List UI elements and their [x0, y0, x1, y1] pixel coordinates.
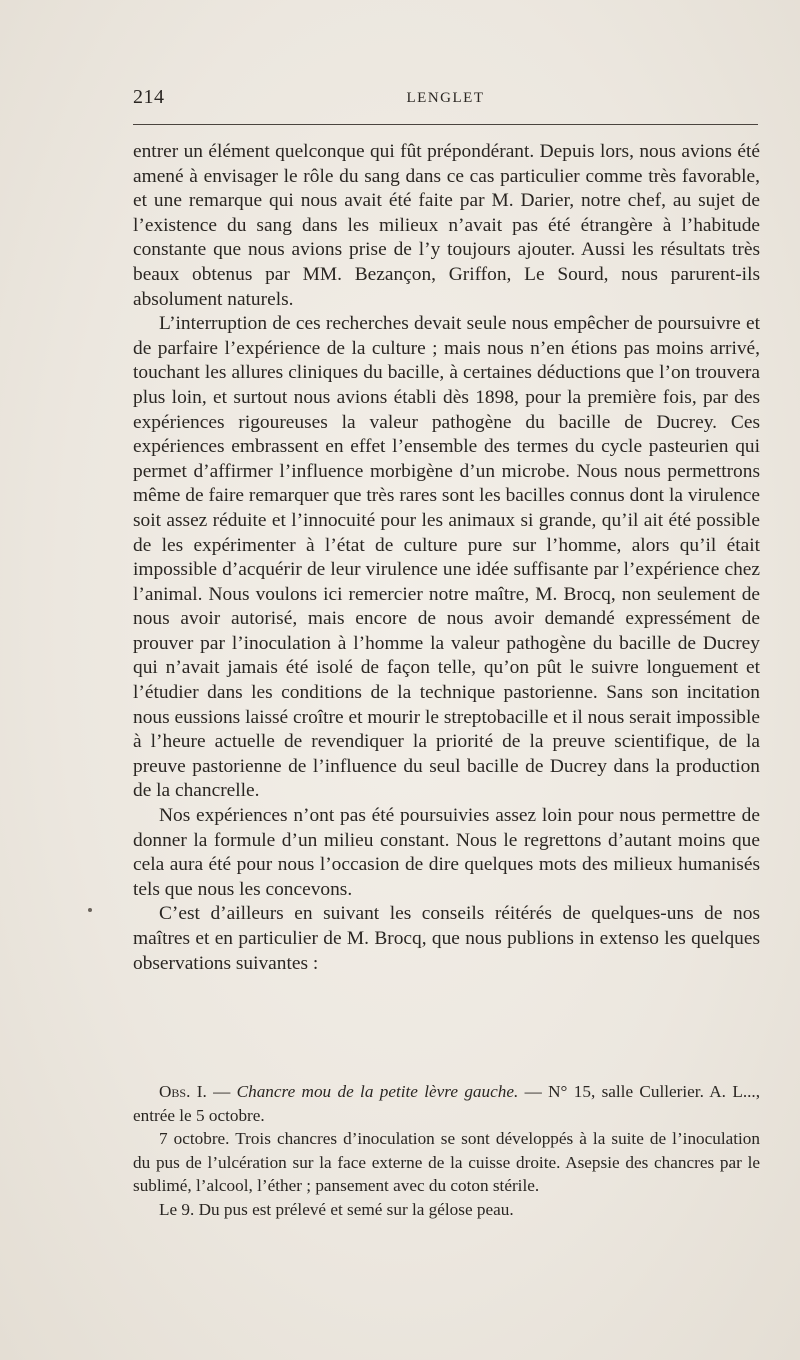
observation-heading: [133, 1080, 760, 1127]
paragraph-3: Nos expériences n’ont pas été poursuivies assez loin pour nous permettre de donner la formule d’un milieu constant. Nous le regrettons d’autant moins que cela aura été pour nous l’occasion de dire quelques mots des milieux humanisés tels que nous les concevons.: [133, 805, 760, 900]
observation-entry-2: Le 9. Du pus est prélevé et semé sur la gélose peau.: [159, 1199, 514, 1219]
margin-mark: [88, 908, 92, 912]
running-title: LENGLET: [406, 90, 485, 106]
body-text: [133, 140, 760, 976]
paragraph-1: entrer un élément quelconque qui fût prépondérant. Depuis lors, nous avions été amené à envisager le rôle du sang dans ce cas particulier comme très favorable, et une remarque qui nous avait été faite par M. Darier, notre chef, au sujet de l’existence du sang dans les milieux n’avait pas été étrangère à l’habitude constante que nous avions prise de l’y toujours ajouter. Aussi les résultats très beaux obtenus par MM. Bezançon, Griffon, Le Sourd, nous parurent-ils absolument naturels.: [133, 141, 760, 310]
header-rule: [133, 124, 758, 125]
observation-details: — N° 15, salle Cullerier. A. L..., entrée le 5 octobre.: [133, 1082, 761, 1125]
observation-block: [133, 1080, 760, 1222]
paragraph-4: C’est d’ailleurs en suivant les conseils réitérés de quelques-uns de nos maîtres et en particulier de M. Brocq, que nous publions in extenso les quelques observations suivantes :: [133, 903, 760, 974]
observation-dash: —: [206, 1082, 237, 1101]
paragraph-2: L’interruption de ces recherches devait seule nous empêcher de poursuivre et de parfaire l’expérience de la culture ; mais nous n’en étions pas moins arrivé, touchant les allures cliniques du bacille, à certaines déductions que l’on trouvera plus loin, et surtout nous avions établi dès 1898, pour la première fois, par des expériences rigoureuses la valeur pathogène du bacille de Ducrey. Ces expériences embrassent en effet l’ensemble des termes du cycle pasteurien qui permet d’affirmer l’influence morbigène d’un microbe. Nous nous permettrons même de faire remarquer que très rares sont les bacilles connus dont la virulence soit assez réduite et l’innocuité pour les animaux si grande, qu’il ait été possible de les expérimenter à l’état de culture pure sur l’homme, alors qu’il était impossible d’acquérir de leur virulence une idée suffisante par l’expérience chez l’animal. Nous voulons ici remercier notre maître, M. Brocq, non seulement de nous avoir autorisé, mais encore de nous avoir demandé expressément de prouver par l’inoculation à l’homme la valeur pathogène du bacille de Ducrey qui n’avait jamais été isolé de façon telle, qu’on pût le suivre longuement et l’étudier dans les conditions de la technique pastorienne. Sans son incitation nous eussions laissé croître et mourir le streptobacille et il nous serait impossible à l’heure actuelle de revendiquer la priorité de la preuve scientifique, de la preuve pastorienne de l’influence du seul bacille de Ducrey dans la production de la chancrelle.: [133, 313, 760, 802]
page-number: 214: [133, 86, 165, 108]
observation-entry-1: 7 octobre. Trois chancres d’inoculation se sont développés à la suite de l’inoculation du pus de l’ulcération sur la face externe de la cuisse droite. Asepsie des chancres par le sublimé, l’alcool, l’éther ; pansement avec du coton stérile.: [133, 1129, 760, 1196]
observation-label: Obs. I.: [159, 1082, 207, 1101]
running-head: [133, 86, 758, 114]
observation-title: Chancre mou de la petite lèvre gauche.: [236, 1082, 519, 1101]
